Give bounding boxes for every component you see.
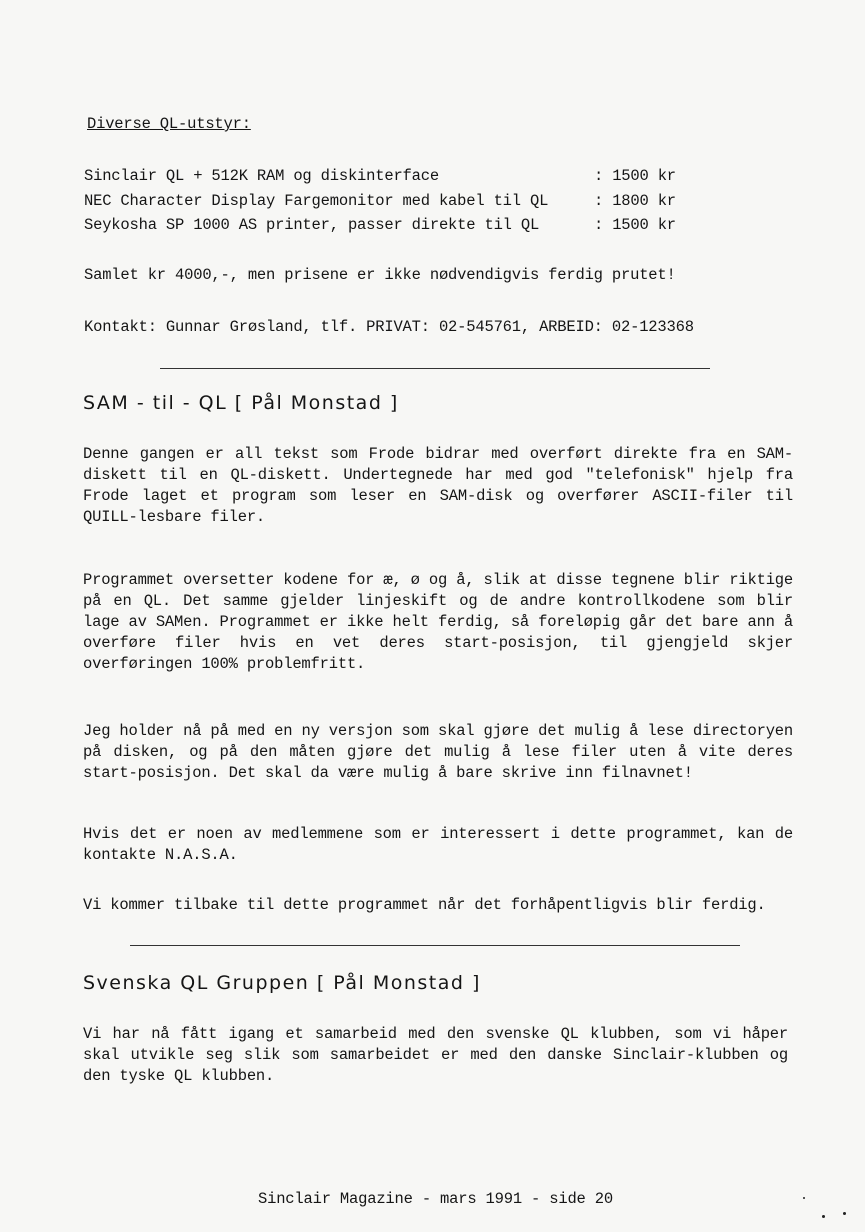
- equipment-row: [84, 167, 694, 185]
- equipment-price: : 1500 kr: [594, 216, 676, 234]
- equipment-contact: Kontakt: Gunnar Grøsland, tlf. PRIVAT: 02-545761, ARBEID: 02-123368: [84, 318, 694, 336]
- equipment-desc: Seykosha SP 1000 AS printer, passer direkte til QL: [84, 216, 540, 234]
- page-footer: Sinclair Magazine - mars 1991 - side 20: [258, 1190, 613, 1208]
- sam-paragraph-5: Vi kommer tilbake til dette programmet når det forhåpentligvis blir ferdig.: [83, 896, 766, 914]
- section-heading-svenska: Svenska QL Gruppen [ Pål Monstad ]: [83, 972, 481, 994]
- scan-speck: [822, 1215, 825, 1218]
- svenska-paragraph-1: Vi har nå fått igang et samarbeid med den svenske QL klubben, som vi håper skal utvikle seg slik som samarbeidet er med den danske Sinclair-klubben og den tyske QL klubben.: [83, 1025, 788, 1085]
- sam-paragraph-3: Jeg holder nå på med en ny versjon som skal gjøre det mulig å lese directoryen på disken, og på den måten gjøre det mulig å lese filer uten å vite deres start-posisjon. Det skal da være mulig å bare skrive inn filnavnet!: [83, 722, 793, 782]
- equipment-desc: Sinclair QL + 512K RAM og diskinterface: [84, 167, 439, 185]
- equipment-total: Samlet kr 4000,-, men prisene er ikke nødvendigvis ferdig prutet!: [84, 266, 676, 284]
- sam-paragraph-2: Programmet oversetter kodene for æ, ø og å, slik at disse tegnene blir riktige på en QL. Det samme gjelder linjeskift og de andre kontrollkodene som blir lage av SAMen. Programmet er ikke helt ferdig, så foreløpig går det bare ann å overføre filer hvis en vet deres start-posisjon, til gjengjeld skjer overføringen 100% problemfritt.: [83, 571, 793, 673]
- equipment-row: [84, 192, 694, 210]
- section-title-equipment: Diverse QL-utstyr:: [87, 115, 251, 133]
- equipment-row: [84, 216, 694, 234]
- section-divider: [130, 945, 740, 946]
- section-divider: [160, 368, 710, 369]
- scan-speck: [803, 1197, 805, 1199]
- sam-paragraph-4: Hvis det er noen av medlemmene som er interessert i dette programmet, kan de kontakte N.A.S.A.: [83, 825, 793, 864]
- sam-paragraph-1: Denne gangen er all tekst som Frode bidrar med overført direkte fra en SAM-diskett til en QL-diskett. Undertegnede har med god "telefonisk" hjelp fra Frode laget et program som leser en SAM-disk og overfører ASCII-filer til QUILL-lesbare filer.: [83, 445, 793, 526]
- section-heading-sam: SAM - til - QL [ Pål Monstad ]: [83, 392, 399, 414]
- equipment-desc: NEC Character Display Fargemonitor med kabel til QL: [84, 192, 549, 210]
- scan-speck: [843, 1212, 846, 1215]
- equipment-price: : 1800 kr: [594, 192, 676, 210]
- equipment-price: : 1500 kr: [594, 167, 676, 185]
